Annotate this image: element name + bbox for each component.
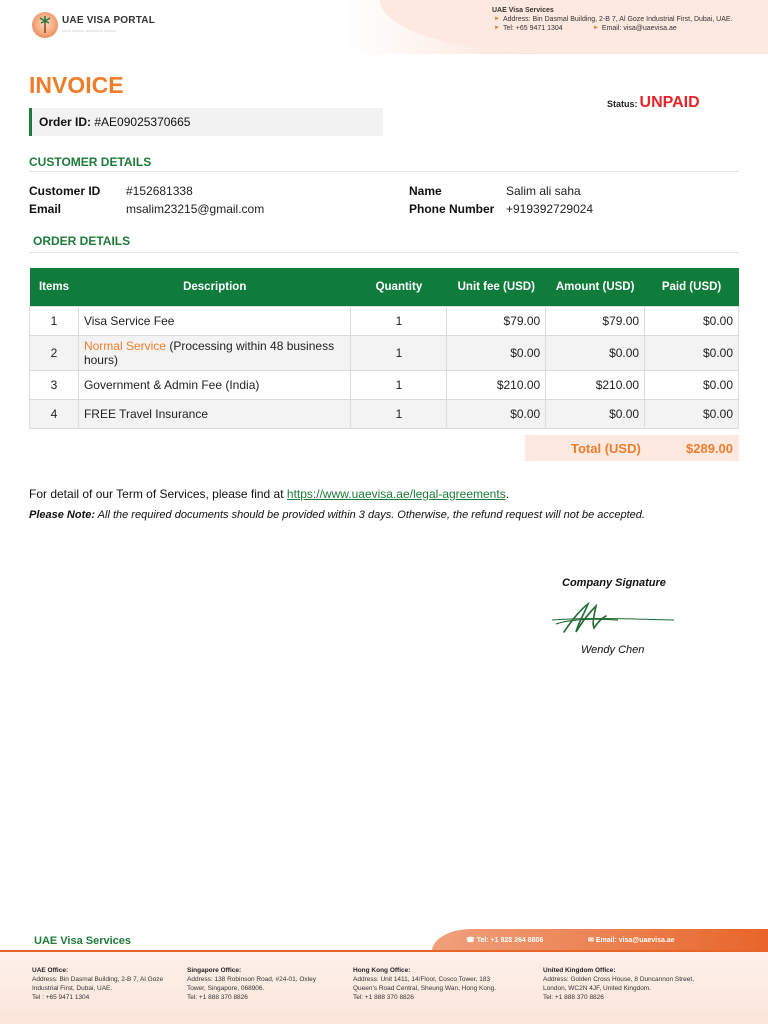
col-unit-fee: Unit fee (USD) [447,268,546,306]
header-email: Email: visa@uaevisa.ae [601,25,677,32]
col-amount: Amount (USD) [546,268,645,306]
cell-quantity: 1 [351,306,447,335]
terms-text: For detail of our Term of Services, please find at https://www.uaevisa.ae/legal-agreements. [29,487,510,501]
office-hong-kong: Hong Kong Office: Address: Unit 1411, 14/Floor, Cosco Tower, 183 Queen's Road Central, Sheung Wan, Hong Kong. Tel: +1 888 370 8826 [353,967,497,1001]
invoice-title: INVOICE [29,72,124,98]
cell-item: 4 [30,399,79,428]
mail-icon: ✉ [588,937,594,944]
cell-unit-fee: $0.00 [447,335,546,370]
cell-unit-fee: $0.00 [447,399,546,428]
arrow-icon: ► [494,16,500,22]
divider [29,252,739,253]
cell-item: 1 [30,306,79,335]
office-united-kingdom: United Kingdom Office: Address: Golden Cross House, 8 Duncannon Street, London, WC2N 4JF, United Kingdom. Tel: +1 888 370 8826 [543,967,695,1001]
cell-description: Visa Service Fee [78,306,351,335]
table-row [30,306,739,335]
palm-tree-icon [39,14,51,34]
office-singapore: Singapore Office: Address: 138 Robinson Road, #24-01, Oxley Tower, Singapore, 068906. Tel: +1 888 370 8826 [187,967,316,1001]
header-contact [492,6,742,33]
table-header [30,268,739,306]
header-address: Address: Bin Dasmal Building, 2-B 7, Al Goze Industrial First, Dubai, UAE. [502,16,733,23]
arrow-icon: ► [592,25,599,31]
table-row [30,399,739,428]
signature-title: Company Signature [562,577,666,589]
status-label: Status: [607,99,638,109]
total-box [525,435,739,461]
cell-paid: $0.00 [645,399,739,428]
office-uae: UAE Office: Address: Bin Dasmal Building, 2-B 7, Al Goze Industrial First, Dubai, UAE. Tel : +65 9471 1304 [32,967,164,1001]
col-paid: Paid (USD) [645,268,739,306]
col-quantity: Quantity [351,268,447,306]
email-label: Email [29,202,62,216]
cell-description: FREE Travel Insurance [78,399,351,428]
cell-unit-fee: $210.00 [447,370,546,399]
customer-details-heading: CUSTOMER DETAILS [29,155,152,169]
please-note: Please Note: All the required documents should be provided within 3 days. Otherwise, the refund request will not be accepted. [29,509,645,521]
cell-amount: $0.00 [546,335,645,370]
status-badge: UNPAID [639,94,700,111]
footer-tel: ☎ Tel: +1 928 264 8806 [466,937,544,944]
col-description: Description [78,268,351,306]
phone-icon: ☎ [466,937,475,944]
cell-item: 2 [30,335,79,370]
cell-quantity: 1 [351,335,447,370]
cell-quantity: 1 [351,370,447,399]
service-type-link[interactable]: Normal Service [83,338,166,353]
footer-brand: UAE Visa Services [34,935,132,947]
legal-agreements-link[interactable]: https://www.uaevisa.ae/legal-agreements [286,487,506,501]
cell-description: Government & Admin Fee (India) [78,370,351,399]
footer-email: ✉ Email: visa@uaevisa.ae [588,937,675,944]
header-company: UAE Visa Services [492,7,554,14]
status [607,94,700,112]
total-label: Total (USD) [571,441,641,456]
cell-amount: $79.00 [546,306,645,335]
cell-quantity: 1 [351,399,447,428]
table-row [30,370,739,399]
brand-tagline-script: ~~~ ~~~~ ~~~~~~ ~~~~ [62,29,116,35]
email-value: msalim23215@gmail.com [126,202,265,216]
cell-paid: $0.00 [645,306,739,335]
order-id-label: Order ID: [39,115,92,129]
customer-id-value: #152681338 [126,184,193,198]
cell-paid: $0.00 [645,335,739,370]
order-id-box [29,108,383,136]
cell-item: 3 [30,370,79,399]
total-amount: $289.00 [686,441,733,456]
col-items: Items [30,268,79,306]
order-id-value: #AE09025370665 [94,115,191,129]
cell-amount: $210.00 [546,370,645,399]
phone-value: +919392729024 [506,202,594,216]
customer-id-label: Customer ID [29,184,101,198]
cell-amount: $0.00 [546,399,645,428]
phone-label: Phone Number [409,202,495,216]
arrow-icon: ► [494,25,500,31]
header-tel: Tel: +65 9471 1304 [502,25,563,32]
cell-description: Normal Service (Processing within 48 business hours) [78,335,351,370]
name-label: Name [409,184,442,198]
divider [29,171,739,172]
order-details-heading: ORDER DETAILS [33,234,131,248]
brand-name: UAE VISA PORTAL [62,15,156,26]
order-table [29,268,739,429]
cell-paid: $0.00 [645,370,739,399]
name-value: Salim ali saha [506,184,581,198]
table-row [30,335,739,370]
signature-image [548,598,678,640]
signer-name: Wendy Chen [581,644,645,656]
cell-unit-fee: $79.00 [447,306,546,335]
